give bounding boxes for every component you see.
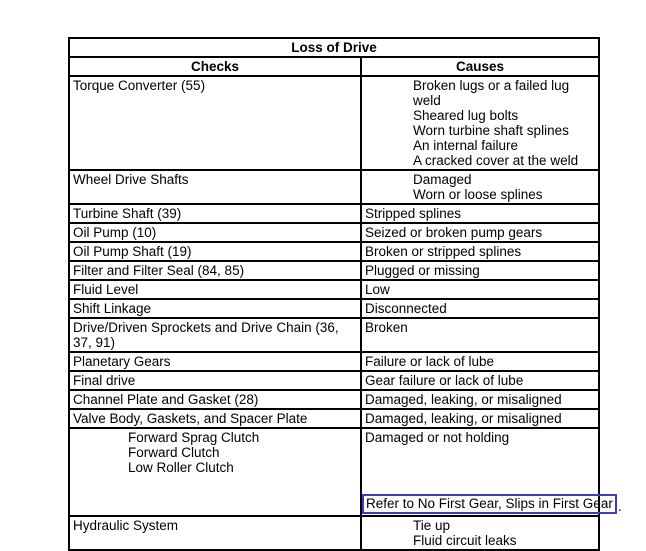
table-row-turbine-shaft <box>69 204 599 223</box>
table-row-fluid-level <box>69 280 599 299</box>
cause-line: Sheared lug bolts <box>413 108 519 123</box>
causes-cell: Failure or lack of lube <box>361 352 599 371</box>
check-cell: Planetary Gears <box>69 352 361 371</box>
causes-cell: Damaged, leaking, or misaligned <box>361 409 599 428</box>
check-cell: Shift Linkage <box>69 299 361 318</box>
check-cell: Oil Pump Shaft (19) <box>69 242 361 261</box>
cause-line: Damaged <box>413 172 472 187</box>
causes-cell: Gear failure or lack of lube <box>361 371 599 390</box>
check-cell: Hydraulic System <box>69 516 361 550</box>
causes-cell <box>361 76 599 170</box>
refer-link[interactable]: Refer to No First Gear, Slips in First Gear <box>362 494 617 514</box>
check-line: Forward Sprag Clutch <box>128 430 260 445</box>
check-cell: Wheel Drive Shafts <box>69 170 361 204</box>
table-row-filter-seal <box>69 261 599 280</box>
table-row-shift-linkage <box>69 299 599 318</box>
causes-cell: Damaged, leaking, or misaligned <box>361 390 599 409</box>
check-cell: Valve Body, Gaskets, and Spacer Plate <box>69 409 361 428</box>
causes-cell: Plugged or missing <box>361 261 599 280</box>
cause-line: Worn turbine shaft splines <box>413 123 569 138</box>
loss-of-drive-table <box>68 37 622 551</box>
column-header-checks: Checks <box>69 57 361 76</box>
table-row-torque-converter <box>69 76 599 170</box>
table-row-channel-plate <box>69 390 599 409</box>
check-cell: Final drive <box>69 371 361 390</box>
causes-cell: Seized or broken pump gears <box>361 223 599 242</box>
refer-link-suffix: . <box>617 499 622 514</box>
causes-cell: Stripped splines <box>361 204 599 223</box>
cause-line: An internal failure <box>413 138 519 153</box>
table-row-wheel-drive-shafts <box>69 170 599 204</box>
table-title: Loss of Drive <box>69 38 599 57</box>
causes-cell <box>361 516 599 550</box>
cause-line: Fluid circuit leaks <box>413 533 517 548</box>
table-row-oil-pump <box>69 223 599 242</box>
check-line: Forward Clutch <box>128 445 220 460</box>
table-row-hydraulic-system <box>69 516 599 550</box>
check-cell: Fluid Level <box>69 280 361 299</box>
column-header-causes: Causes <box>361 57 599 76</box>
check-cell: Oil Pump (10) <box>69 223 361 242</box>
table-row-planetary-gears <box>69 352 599 371</box>
causes-cell <box>361 170 599 204</box>
check-cell: Channel Plate and Gasket (28) <box>69 390 361 409</box>
causes-cell <box>361 428 622 516</box>
table-title-row <box>69 38 599 57</box>
cause-line: Tie up <box>413 518 451 533</box>
check-cell: Drive/Driven Sprockets and Drive Chain (36, 37, 91) <box>69 318 361 352</box>
cause-line: A cracked cover at the weld <box>413 153 579 168</box>
check-cell <box>69 428 361 516</box>
cause-line: Broken lugs or a failed lug weld <box>413 78 570 108</box>
table-row-valve-body <box>69 409 599 428</box>
refer-link-strip <box>362 494 622 514</box>
causes-cell: Broken or stripped splines <box>361 242 599 261</box>
causes-cell: Broken <box>361 318 599 352</box>
check-line: Low Roller Clutch <box>128 460 234 475</box>
causes-cell: Low <box>361 280 599 299</box>
table-header-row <box>69 57 599 76</box>
table-row-final-drive <box>69 371 599 390</box>
check-cell: Turbine Shaft (39) <box>69 204 361 223</box>
table-row-sprockets-chain <box>69 318 599 352</box>
table-row-clutches <box>69 428 599 516</box>
check-cell: Torque Converter (55) <box>69 76 361 170</box>
causes-cell: Disconnected <box>361 299 599 318</box>
cause-line: Damaged or not holding <box>365 430 510 445</box>
table-row-oil-pump-shaft <box>69 242 599 261</box>
cause-line: Worn or loose splines <box>413 187 543 202</box>
check-cell: Filter and Filter Seal (84, 85) <box>69 261 361 280</box>
